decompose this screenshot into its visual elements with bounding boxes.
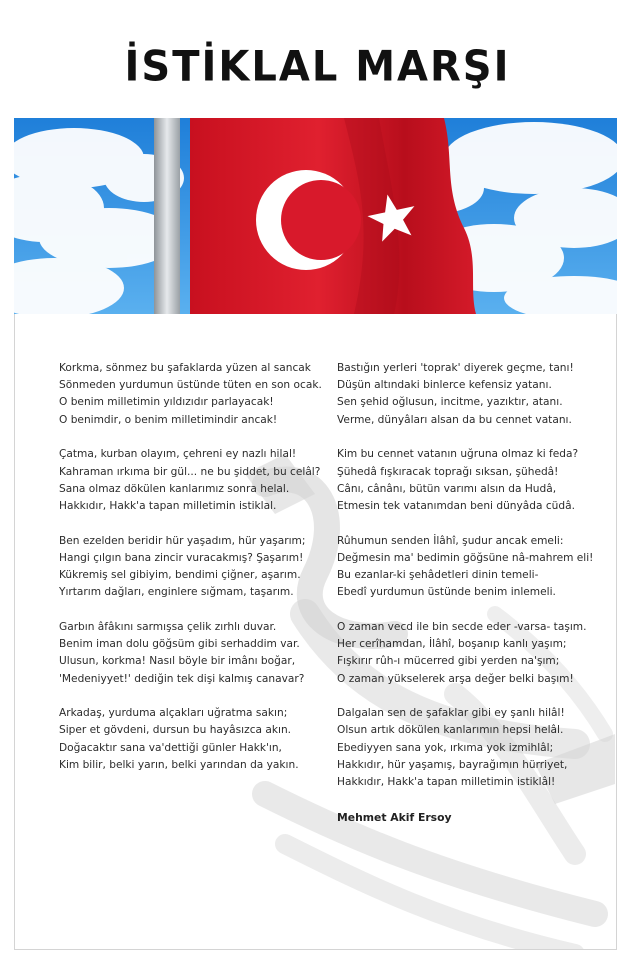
verse-line: Sana olmaz dökülen kanlarımız sonra helal.: [59, 482, 290, 495]
verse-line: Yırtarım dağları, enginlere sığmam, taşarım.: [59, 586, 294, 599]
verse-line: Hakkıdır, Hakk'a tapan milletimin istiklâl!: [337, 776, 556, 789]
verse-line: O zaman vecd ile bin secde eder -varsa- taşım.: [337, 620, 587, 633]
verse-line: O benim milletimin yıldızıdır parlayacak!: [59, 396, 274, 409]
stanza-10: [337, 705, 593, 791]
stanza-1: [59, 360, 322, 429]
turkish-flag-illustration: [14, 118, 617, 314]
verse-line: Kahraman ırkıma bir gül... ne bu şiddet, bu celâl?: [59, 465, 321, 478]
verse-line: O zaman yükselerek arşa değer belki başım!: [337, 672, 574, 685]
verse-line: Fışkırır rûh-ı mücerred gibi yerden na'şım;: [337, 655, 560, 668]
flag-pole: [154, 118, 180, 314]
verse-line: Hakkıdır, Hakk'a tapan milletimin istiklal.: [59, 499, 277, 512]
verse-line: Değmesin ma' bedimin göğsüne nâ-mahrem eli!: [337, 551, 594, 564]
verse-line: Kim bilir, belki yarın, belki yarından da yakın.: [59, 758, 299, 771]
verse-line: Hangi çılgın bana zincir vuracakmış? Şaşarım!: [59, 551, 304, 564]
verse-line: Bu ezanlar-ki şehâdetleri dinin temeli-: [337, 569, 539, 582]
anthem-panel: [14, 314, 617, 950]
stanza-3: [59, 533, 322, 602]
verse-line: Garbın âfâkını sarmışsa çelik zırhlı duvar.: [59, 620, 277, 633]
verse-line: Arkadaş, yurduma alçakları uğratma sakın;: [59, 707, 288, 720]
stanza-9: [337, 619, 593, 688]
verse-line: Kükremiş sel gibiyim, bendimi çiğner, aşarım.: [59, 569, 301, 582]
verse-line: Doğacaktır sana va'dettiği günler Hakk'ın,: [59, 741, 282, 754]
verse-line: Çatma, kurban olayım, çehreni ey nazlı hilal!: [59, 448, 297, 461]
verse-line: Etmesin tek vatanımdan beni dünyâda cüdâ.: [337, 499, 575, 512]
stanza-8: [337, 533, 593, 602]
verse-line: Hakkıdır, hür yaşamış, bayrağımın hürriyet,: [337, 758, 568, 771]
verse-line: Korkma, sönmez bu şafaklarda yüzen al sancak: [59, 362, 311, 374]
stanza-4: [59, 619, 322, 688]
verse-line: Sen şehid oğlusun, incitme, yazıktır, atanı.: [337, 396, 563, 409]
verse-line: Her cerîhamdan, İlâhî, boşanıp kanlı yaşım;: [337, 638, 567, 651]
stanza-2: [59, 446, 322, 515]
page-title: İSTİKLAL MARŞI: [124, 42, 511, 92]
verse-line: Olsun artık dökülen kanlarımın hepsi helâl.: [337, 724, 564, 737]
verse-line: 'Medeniyyet!' dediğin tek dişi kalmış canavar?: [59, 672, 305, 685]
verse-line: Şühedâ fışkıracak toprağı sıksan, şühedâ!: [337, 465, 559, 478]
stanza-7: [337, 446, 593, 515]
verse-line: Dalgalan sen de şafaklar gibi ey şanlı hilâl!: [337, 707, 565, 720]
verse-line: Ebedî yurdumun üstünde benim inlemeli.: [337, 586, 556, 599]
verse-line: Kim bu cennet vatanın uğruna olmaz ki feda?: [337, 448, 579, 461]
stanza-5: [59, 705, 322, 774]
verse-line: Verme, dünyâları alsan da bu cennet vatanı.: [337, 413, 572, 426]
verse-line: Düşün altındaki binlerce kefensiz yatanı.: [337, 379, 552, 392]
verse-line: Ulusun, korkma! Nasıl böyle bir imânı boğar,: [59, 655, 296, 668]
verse-line: Sönmeden yurdumun üstünde tüten en son ocak.: [59, 379, 322, 392]
verse-line: Ben ezelden beridir hür yaşadım, hür yaşarım;: [59, 534, 306, 547]
verse-line: Siper et gövdeni, dursun bu hayâsızca akın.: [59, 724, 292, 737]
verse-line: O benimdir, o benim milletimindir ancak!: [59, 413, 278, 426]
stanza-6: [337, 360, 593, 429]
verse-line: Rûhumun senden İlâhî, şudur ancak emeli:: [337, 534, 564, 547]
verse-line: Ebediyyen sana yok, ırkıma yok izmihlâl;: [337, 741, 554, 754]
verse-line: Bastığın yerleri 'toprak' diyerek geçme, tanı!: [337, 362, 574, 374]
verse-line: Benim iman dolu göğsüm gibi serhaddim var.: [59, 638, 300, 651]
verse-line: Cânı, cânânı, bütün varımı alsın da Hudâ,: [337, 482, 557, 495]
right-column: [337, 360, 593, 826]
author-name: Mehmet Akif Ersoy: [337, 810, 452, 824]
left-column: [59, 360, 322, 792]
flag-banner-image: [14, 118, 617, 314]
